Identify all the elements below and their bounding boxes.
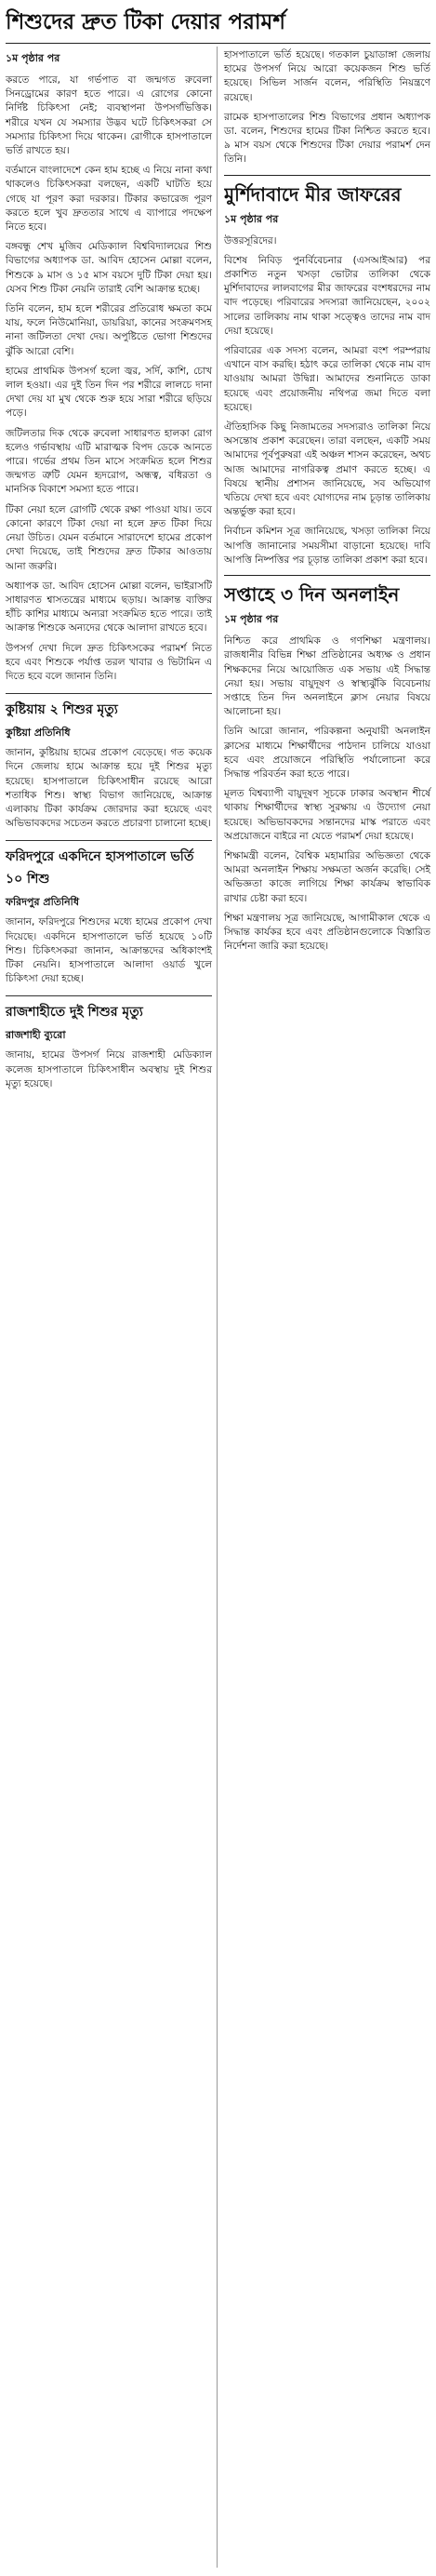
article-paragraph: শিক্ষা মন্ত্রণালয় সূত্র জানিয়েছে, আগামীকাল থেকে এ সিদ্ধান্ত কার্যকর হবে এবং প্রতিষ্ঠানগুলোকে বিস্তারিত নির্দেশনা জারি করা হয়েছে। bbox=[224, 912, 430, 953]
article-paragraph: তিনি আরো জানান, পরিকল্পনা অনুযায়ী অনলাইন ক্লাসের মাধ্যমে শিক্ষার্থীদের পাঠদান চালিয়ে যাওয়া হবে এবং প্রয়োজনে পরিস্থিতি পর্যালোচনা করে সিদ্ধান্ত পরিবর্তন করা হতে পারে। bbox=[224, 726, 430, 780]
article-paragraph: টিকা নেয়া হলে রোগটি থেকে রক্ষা পাওয়া যায়। তবে কোনো কারণে টিকা দেয়া না হলে দ্রুত টিকা দিয়ে নেয়া উচিত। যেমন বর্তমানে সারাদেশে হামের প্রকোপ দেখা দিয়েছে, তাই শিশুদের দ্রুত টিকার আওতায় আনা জরুরি। bbox=[6, 503, 212, 572]
headline-murshidabad: মুর্শিদাবাদে মীর জাফরের bbox=[224, 175, 430, 207]
subhead-faridpur: ফরিদপুরে একদিনে হাসপাতালে ভর্তি ১০ শিশু bbox=[6, 840, 212, 890]
article-paragraph: হামের প্রাথমিক উপসর্গ হলো জ্বর, সর্দি, কাশি, চোখ লাল হওয়া। এর দুই তিন দিন পর শরীরে লালচে দানা দেখা দেয় যা মুখ থেকে শুরু হয়ে সারা শরীরে ছড়িয়ে পড়ে। bbox=[6, 365, 212, 420]
article-paragraph: মূলত বিশ্বব্যাপী বায়ুদূষণ সূচকে ঢাকার অবস্থান শীর্ষে থাকায় শিক্ষার্থীদের স্বাস্থ্য সুরক্ষায় এ উদ্যোগ নেয়া হয়েছে। অভিভাবকদের সন্তানদের মাস্ক পরাতে এবং অপ্রয়োজনে বাইরে না যেতে পরামর্শ দেয়া হয়েছে। bbox=[224, 788, 430, 842]
article-paragraph: শিক্ষামন্ত্রী বলেন, বৈশ্বিক মহামারির অভিজ্ঞতা থেকে আমরা অনলাইন শিক্ষায় সক্ষমতা অর্জন করেছি। সেই অভিজ্ঞতা কাজে লাগিয়ে শিক্ষা কার্যক্রম স্বাভাবিক রাখার চেষ্টা করা হবে। bbox=[224, 849, 430, 904]
article-paragraph: পরিবারের এক সদস্য বলেন, আমরা বংশ পরম্পরায় এখানে বাস করছি। হঠাৎ করে তালিকা থেকে নাম বাদ যাওয়ায় আমরা উদ্বিগ্ন। আমাদের শুনানিতে ডাকা হয়েছে এবং প্রয়োজনীয় নথিপত্র জমা দিতে বলা হয়েছে। bbox=[224, 345, 430, 413]
article-paragraph: নিশ্চিত করে প্রাথমিক ও গণশিক্ষা মন্ত্রণালয়। রাজধানীর বিভিন্ন শিক্ষা প্রতিষ্ঠানের অধ্যক্ষ ও প্রধান শিক্ষকদের নিয়ে আয়োজিত এক সভায় এই সিদ্ধান্ত নেয়া হয়। সভায় বায়ুদূষণ ও স্বাস্থ্যঝুঁকি বিবেচনায় সপ্তাহে তিন দিন অনলাইনে ক্লাস নেয়ার বিষয়ে আলোচনা হয়। bbox=[224, 635, 430, 718]
article-paragraph: জানায়, হামের উপসর্গ নিয়ে রাজশাহী মেডিক্যাল কলেজ হাসপাতালে চিকিৎসাধীন অবস্থায় দুই শিশুর মৃত্যু হয়েছে। bbox=[6, 1049, 212, 1089]
byline-kushtia: কুষ্টিয়া প্রতিনিধি bbox=[6, 727, 71, 740]
jump-label: ১ম পৃষ্ঠার পর bbox=[6, 52, 60, 64]
subhead-rajshahi: রাজশাহীতে দুই শিশুর মৃত্যু bbox=[6, 995, 212, 1023]
byline-faridpur: ফরিদপুর প্রতিনিধি bbox=[6, 896, 79, 909]
column-divider bbox=[217, 47, 218, 2568]
article-paragraph: উপসর্গ দেখা দিলে দ্রুত চিকিৎসকের পরামর্শ নিতে হবে এবং শিশুকে পর্যাপ্ত তরল খাবার ও ভিটামিন এ দিতে হবে বলে জানান তিনি। bbox=[6, 642, 212, 682]
subhead-kushtia: কুষ্টিয়ায় ২ শিশুর মৃত্যু bbox=[6, 693, 212, 721]
headline-online-classes: সপ্তাহে ৩ দিন অনলাইন bbox=[224, 575, 430, 607]
main-headline: শিশুদের দ্রুত টিকা দেয়ার পরামর্শ bbox=[6, 10, 285, 34]
article-paragraph: জানান, কুষ্টিয়ায় হামের প্রকোপ বেড়েছে। গত কয়েক দিনে জেলায় হামে আক্রান্ত হয়ে দুই শিশুর মৃত্যু হয়েছে। হাসপাতালে চিকিৎসাধীন রয়েছে আরো শতাধিক শিশু। স্বাস্থ্য বিভাগ জানিয়েছে, আক্রান্ত এলাকায় টিকা কার্যক্রম জোরদার করা হয়েছে এবং অভিভাবকদের সচেতন করতে প্রচারণা চালানো হচ্ছে। bbox=[6, 747, 212, 830]
byline-rajshahi: রাজশাহী ব্যুরো bbox=[6, 1029, 66, 1042]
main-headline-block bbox=[6, 6, 430, 44]
article-paragraph: রামেক হাসপাতালের শিশু বিভাগের প্রধান অধ্যাপক ডা. বলেন, শিশুদের হামের টিকা নিশ্চিত করতে হবে। ৯ মাস বয়স থেকে শিশুদের টিকা দেয়ার পরামর্শ দেন তিনি। bbox=[224, 111, 430, 166]
left-column bbox=[6, 48, 212, 1097]
jump-label: ১ম পৃষ্ঠার পর bbox=[224, 613, 279, 626]
jump-label: ১ম পৃষ্ঠার পর bbox=[224, 212, 279, 225]
article-paragraph: বঙ্গবন্ধু শেখ মুজিব মেডিক্যাল বিশ্ববিদ্যালয়ের শিশু বিভাগের অধ্যাপক ডা. আবিদ হোসেন মোল্লা বলেন, শিশুকে ৯ মাস ও ১৫ মাস বয়সে দুটি টিকা দেয়া হয়। যেসব শিশু টিকা নেয়নি তারাই বেশি আক্রান্ত হচ্ছে। bbox=[6, 241, 212, 295]
article-paragraph: তিনি বলেন, হাম হলে শরীরের প্রতিরোধ ক্ষমতা কমে যায়, ফলে নিউমোনিয়া, ডায়রিয়া, কানের সংক্রমণসহ নানা জটিলতা দেখা দেয়। অপুষ্টিতে ভোগা শিশুদের ঝুঁকি আরো বেশি। bbox=[6, 303, 212, 357]
article-paragraph: বর্তমানে বাংলাদেশে কেন হাম হচ্ছে এ নিয়ে নানা কথা থাকলেও চিকিৎসকরা বলছেন, একটি ঘাটতি হয়ে গেছে যা পূরণ করা দরকার। টিকার কভারেজ পূরণ করতে হলে খুব দ্রুততার সাথে এ ব্যাপারে পদক্ষেপ নিতে হবে। bbox=[6, 165, 212, 234]
article-paragraph: নির্বাচন কমিশন সূত্র জানিয়েছে, খসড়া তালিকা নিয়ে আপত্তি জানানোর সময়সীমা বাড়ানো হয়েছে। দাবি আপত্তি নিষ্পত্তির পর চূড়ান্ত তালিকা প্রকাশ করা হবে। bbox=[224, 526, 430, 566]
article-paragraph: বিশেষ নিবিড় পুনর্বিবেচনার (এসআইআর) পর প্রকাশিত নতুন খসড়া ভোটার তালিকা থেকে মুর্শিদাবাদের লালবাগের মীর জাফরের বংশধরদের নাম বাদ পড়েছে। পরিবারের সদস্যরা জানিয়েছেন, ২০০২ সালের তালিকায় নাম থাকা সত্ত্বেও তাদের নাম বাদ দেয়া হয়েছে। bbox=[224, 254, 430, 337]
article-paragraph: করতে পারে, যা গর্ভপাত বা জন্মগত রুবেলা সিনড্রোমের কারণ হতে পারে। এ রোগের কোনো নির্দিষ্ট চিকিৎসা নেই; ব্যবস্থাপনা উপসর্গভিত্তিক। শরীরে যখন যে সমস্যার উদ্ভব ঘটে চিকিৎসকরা সে সমস্যার চিকিৎসা দিয়ে থাকেন। রোগীকে হাসপাতালে ভর্তি রাখতে হয়। bbox=[6, 74, 212, 157]
article-paragraph: জটিলতার দিক থেকে রুবেলা সাধারণত হালকা রোগ হলেও গর্ভাবস্থায় এটি মারাত্মক বিপদ ডেকে আনতে পারে। গর্ভের প্রথম তিন মাসে সংক্রমিত হলে শিশুর জন্মগত ত্রুটি যেমন হৃদরোগ, অন্ধত্ব, বধিরতা ও মানসিক বিকাশে সমস্যা হতে পারে। bbox=[6, 427, 212, 496]
article-paragraph: উত্তরসূরিদের। bbox=[224, 234, 277, 247]
article-paragraph: ঐতিহাসিক কিছু নিজামতের সদস্যরাও তালিকা নিয়ে অসন্তোষ প্রকাশ করেছেন। তারা বলছেন, একটি সময় আমাদের পূর্বপুরুষরা এই অঞ্চল শাসন করেছেন, অথচ আজ আমাদের নাগরিকত্ব প্রমাণ করতে হচ্ছে। এ বিষয়ে স্থানীয় প্রশাসন জানিয়েছে, সব অভিযোগ খতিয়ে দেখা হবে এবং যোগ্যদের নাম চূড়ান্ত তালিকায় অন্তর্ভুক্ত করা হবে। bbox=[224, 421, 430, 518]
article-paragraph: অধ্যাপক ডা. আবিদ হোসেন মোল্লা বলেন, ভাইরাসটি সাধারণত শ্বাসতন্ত্রের মাধ্যমে ছড়ায়। আক্রান্ত ব্যক্তির হাঁচি কাশির মাধ্যমে অন্যরা সংক্রমিত হতে পারে। তাই আক্রান্ত শিশুকে অন্যদের থেকে আলাদা রাখতে হবে। bbox=[6, 580, 212, 634]
article-paragraph: হাসপাতালে ভর্তি হয়েছে। গতকাল চুয়াডাঙ্গা জেলায় হামের উপসর্গ নিয়ে আরো কয়েকজন শিশু ভর্তি হয়েছে। সিভিল সার্জন বলেন, পরিস্থিতি নিয়ন্ত্রণে রয়েছে। bbox=[224, 49, 430, 103]
article-paragraph: জানান, ফরিদপুরে শিশুদের মধ্যে হামের প্রকোপ দেখা দিয়েছে। একদিনে হাসপাতালে ভর্তি হয়েছে ১০টি শিশু। চিকিৎসকরা জানান, আক্রান্তদের অধিকাংশই টিকা নেয়নি। হাসপাতালে আলাদা ওয়ার্ড খুলে চিকিৎসা দেয়া হচ্ছে। bbox=[6, 916, 212, 985]
right-column bbox=[224, 48, 430, 959]
